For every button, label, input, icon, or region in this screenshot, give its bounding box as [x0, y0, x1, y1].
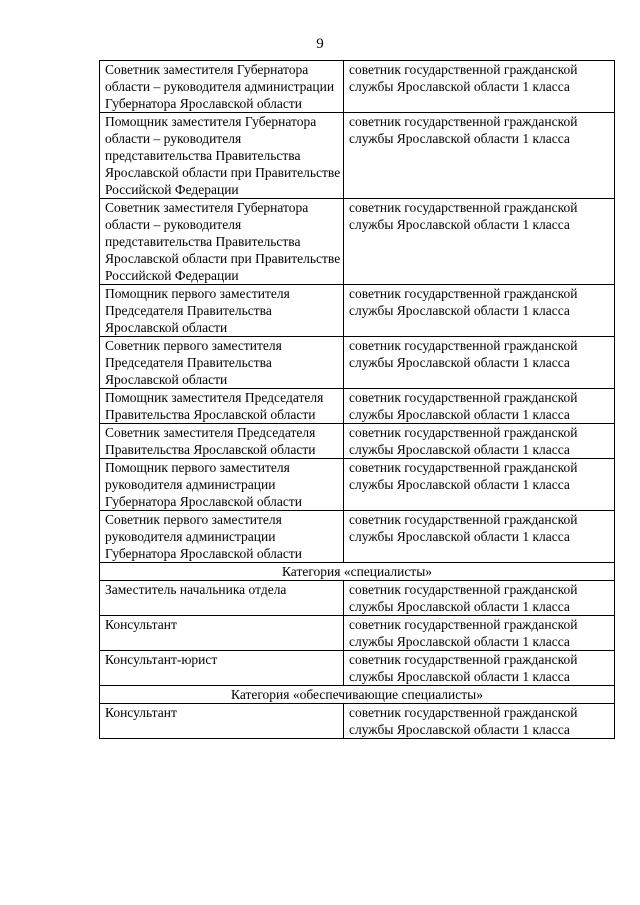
rank-cell: советник государственной гражданской службы Ярославской области 1 класса [344, 389, 615, 424]
table-row [100, 581, 615, 616]
position-cell: Советник заместителя Губернатора области – руководителя администрации Губернатора Ярославской области [100, 61, 344, 113]
rank-cell: советник государственной гражданской службы Ярославской области 1 класса [344, 581, 615, 616]
rank-cell: советник государственной гражданской службы Ярославской области 1 класса [344, 511, 615, 563]
position-cell: Помощник первого заместителя Председателя Правительства Ярославской области [100, 285, 344, 337]
rank-cell: советник государственной гражданской службы Ярославской области 1 класса [344, 704, 615, 739]
category-row [100, 563, 615, 581]
table-row [100, 389, 615, 424]
rank-cell: советник государственной гражданской службы Ярославской области 1 класса [344, 61, 615, 113]
rank-cell: советник государственной гражданской службы Ярославской области 1 класса [344, 616, 615, 651]
table-row [100, 113, 615, 199]
table-row [100, 616, 615, 651]
positions-table [99, 60, 615, 739]
table-row [100, 651, 615, 686]
position-cell: Советник заместителя Губернатора области – руководителя представительства Правительства Ярославской области при Правительстве Российской Федерации [100, 199, 344, 285]
table-row [100, 285, 615, 337]
table-row [100, 459, 615, 511]
table-row [100, 199, 615, 285]
rank-cell: советник государственной гражданской службы Ярославской области 1 класса [344, 285, 615, 337]
table-row [100, 337, 615, 389]
page-number: 9 [316, 36, 324, 52]
position-cell: Помощник заместителя Председателя Правительства Ярославской области [100, 389, 344, 424]
position-cell: Заместитель начальника отдела [100, 581, 344, 616]
position-cell: Помощник заместителя Губернатора области – руководителя представительства Правительства Ярославской области при Правительстве Российской Федерации [100, 113, 344, 199]
positions-table-body [100, 61, 615, 739]
table-row [100, 424, 615, 459]
table-row [100, 61, 615, 113]
rank-cell: советник государственной гражданской службы Ярославской области 1 класса [344, 199, 615, 285]
position-cell: Консультант [100, 704, 344, 739]
position-cell: Советник заместителя Председателя Правительства Ярославской области [100, 424, 344, 459]
rank-cell: советник государственной гражданской службы Ярославской области 1 класса [344, 459, 615, 511]
rank-cell: советник государственной гражданской службы Ярославской области 1 класса [344, 424, 615, 459]
category-title: Категория «обеспечивающие специалисты» [100, 686, 615, 704]
position-cell: Советник первого заместителя Председателя Правительства Ярославской области [100, 337, 344, 389]
category-title: Категория «специалисты» [100, 563, 615, 581]
table-row [100, 511, 615, 563]
table-row [100, 704, 615, 739]
rank-cell: советник государственной гражданской службы Ярославской области 1 класса [344, 337, 615, 389]
rank-cell: советник государственной гражданской службы Ярославской области 1 класса [344, 113, 615, 199]
position-cell: Помощник первого заместителя руководителя администрации Губернатора Ярославской области [100, 459, 344, 511]
position-cell: Консультант-юрист [100, 651, 344, 686]
position-cell: Консультант [100, 616, 344, 651]
position-cell: Советник первого заместителя руководителя администрации Губернатора Ярославской области [100, 511, 344, 563]
rank-cell: советник государственной гражданской службы Ярославской области 1 класса [344, 651, 615, 686]
category-row [100, 686, 615, 704]
